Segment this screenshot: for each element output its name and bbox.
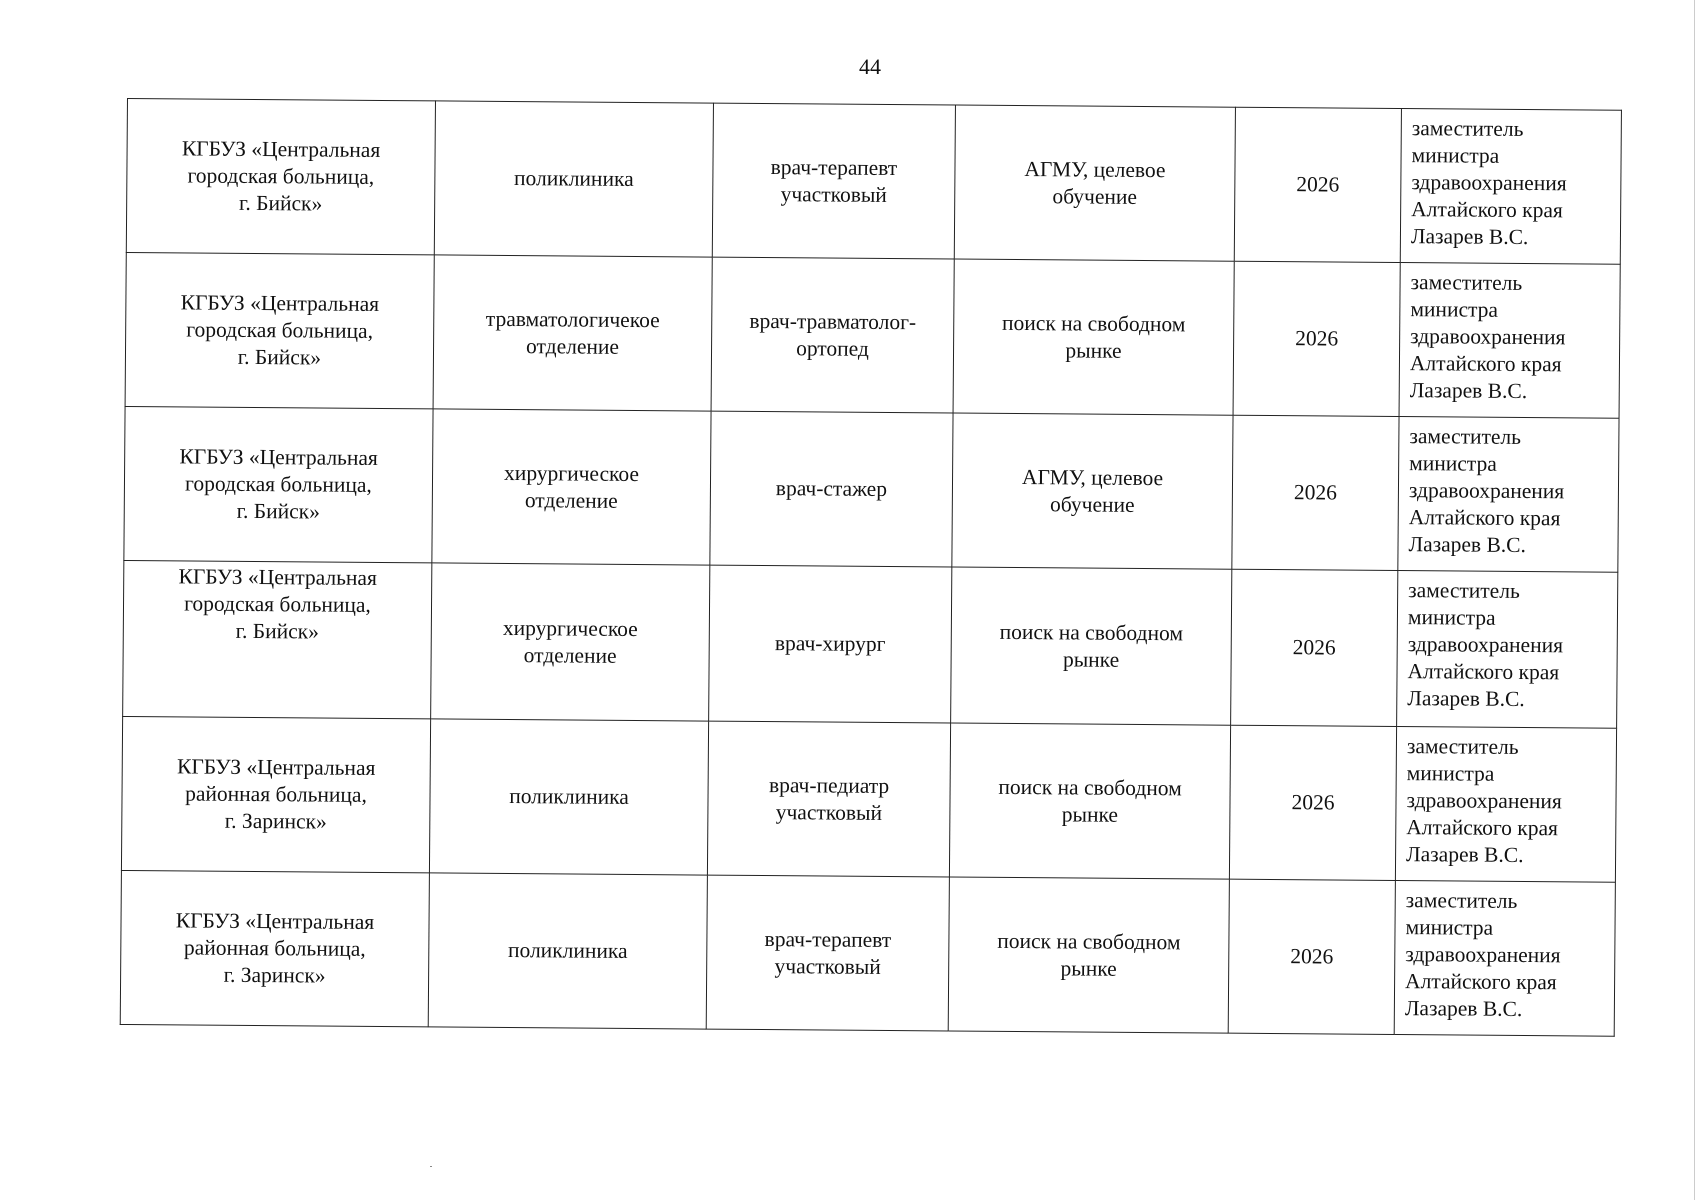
source-cell: АГМУ, целевое обучение bbox=[954, 105, 1235, 261]
year-cell: 2026 bbox=[1233, 261, 1400, 416]
source-cell: поиск на свободном рынке bbox=[953, 259, 1234, 415]
organization-cell: КГБУЗ «Центральная городская больница, г. Бийск» bbox=[126, 99, 435, 255]
year-cell: 2026 bbox=[1228, 879, 1395, 1034]
table-row bbox=[126, 99, 1621, 265]
source-cell: поиск на свободном рынке bbox=[949, 723, 1230, 879]
organization-cell: КГБУЗ «Центральная районная больница, г. Заринск» bbox=[120, 870, 429, 1026]
year-cell: 2026 bbox=[1229, 725, 1396, 880]
position-cell: врач-травматолог- ортопед bbox=[711, 257, 954, 413]
staffing-table bbox=[120, 98, 1622, 1037]
responsible-cell: заместитель министра здравоохранения Алтайского края Лазарев В.С. bbox=[1400, 109, 1621, 265]
organization-cell: КГБУЗ «Центральная городская больница, г. Бийск» bbox=[125, 252, 434, 408]
scan-speck bbox=[430, 1166, 432, 1167]
year-cell: 2026 bbox=[1232, 415, 1399, 570]
position-cell: врач-хирург bbox=[709, 565, 952, 723]
table-row bbox=[121, 716, 1616, 882]
department-cell: хирургическое отделение bbox=[432, 409, 711, 565]
scan-edge-line bbox=[1694, 0, 1695, 1200]
position-cell: врач-терапевт участковый bbox=[712, 103, 955, 259]
year-cell: 2026 bbox=[1234, 107, 1401, 262]
table-row bbox=[123, 560, 1618, 728]
source-cell: поиск на свободном рынке bbox=[948, 877, 1229, 1033]
source-cell: поиск на свободном рынке bbox=[951, 567, 1232, 725]
responsible-cell: заместитель министра здравоохранения Алтайского края Лазарев В.С. bbox=[1398, 417, 1619, 573]
position-cell: врач-стажер bbox=[710, 411, 953, 567]
position-cell: врач-педиатр участковый bbox=[707, 721, 950, 877]
table-row bbox=[124, 406, 1619, 572]
table-row bbox=[125, 252, 1620, 418]
staffing-table-wrapper bbox=[120, 98, 1621, 1037]
responsible-cell: заместитель министра здравоохранения Алтайского края Лазарев В.С. bbox=[1397, 570, 1618, 728]
department-cell: поликлиника bbox=[428, 873, 707, 1029]
responsible-cell: заместитель министра здравоохранения Алтайского края Лазарев В.С. bbox=[1395, 726, 1616, 882]
organization-cell: КГБУЗ «Центральная городская больница, г. Бийск» bbox=[124, 406, 433, 562]
organization-cell: КГБУЗ «Центральная городская больница, г. Бийск» bbox=[123, 560, 432, 718]
position-cell: врач-терапевт участковый bbox=[706, 875, 949, 1031]
page-number: 44 bbox=[859, 54, 881, 79]
responsible-cell: заместитель министра здравоохранения Алтайского края Лазарев В.С. bbox=[1394, 880, 1615, 1036]
department-cell: хирургическое отделение bbox=[431, 563, 710, 721]
department-cell: поликлиника bbox=[429, 719, 708, 875]
source-cell: АГМУ, целевое обучение bbox=[952, 413, 1233, 569]
responsible-cell: заместитель министра здравоохранения Алтайского края Лазарев В.С. bbox=[1399, 263, 1620, 419]
table-row bbox=[120, 870, 1615, 1036]
year-cell: 2026 bbox=[1231, 569, 1398, 726]
department-cell: поликлиника bbox=[434, 101, 713, 257]
department-cell: травматологичекое отделение bbox=[433, 255, 712, 411]
organization-cell: КГБУЗ «Центральная районная больница, г. Заринск» bbox=[121, 716, 430, 872]
